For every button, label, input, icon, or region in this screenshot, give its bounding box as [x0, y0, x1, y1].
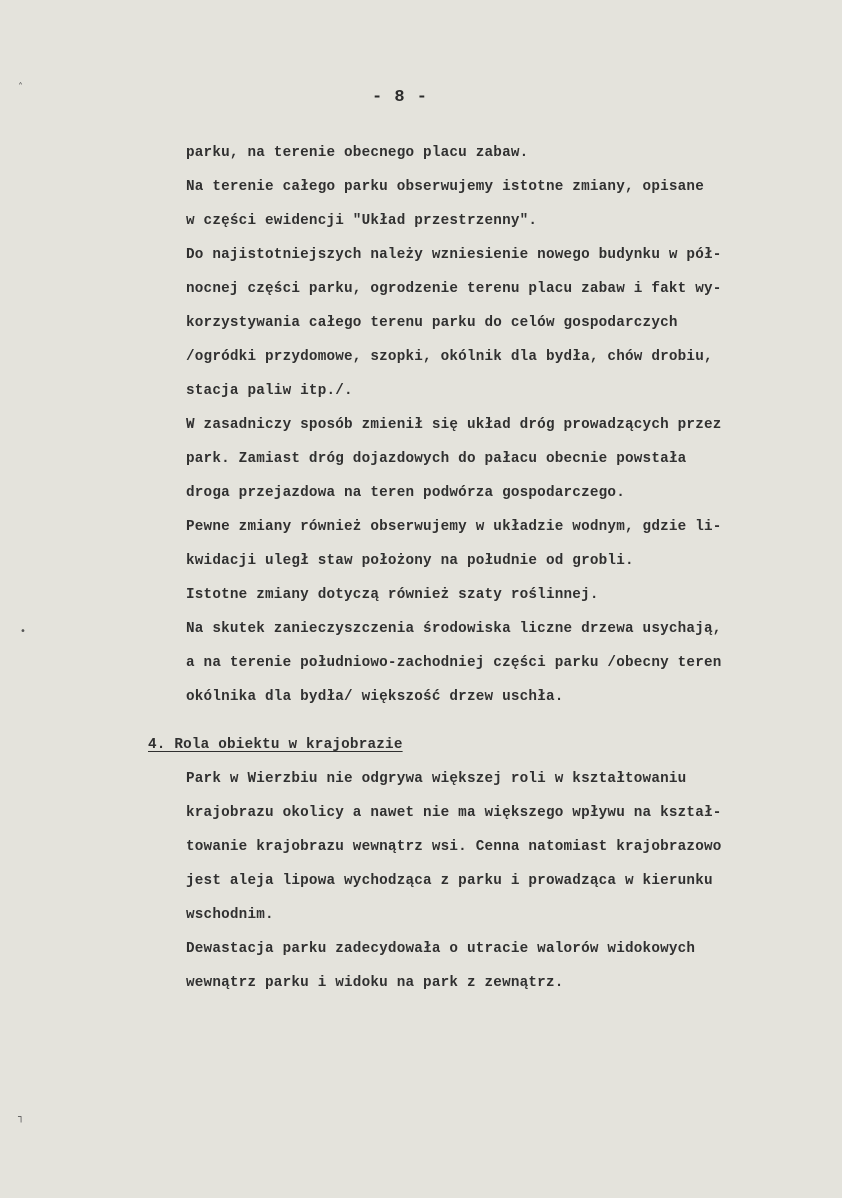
- text-line: w części ewidencji "Układ przestrzenny".: [186, 213, 538, 229]
- text-line: Park w Wierzbiu nie odgrywa większej roli w kształtowaniu: [186, 771, 687, 787]
- text-line: Istotne zmiany dotyczą również szaty roślinnej.: [186, 587, 599, 603]
- page-number: - 8 -: [371, 88, 428, 107]
- text-line: W zasadniczy sposób zmienił się układ dróg prowadzących przez: [186, 417, 722, 433]
- text-line: parku, na terenie obecnego placu zabaw.: [186, 145, 529, 161]
- punch-mark-bottom: ┐: [18, 1112, 25, 1123]
- text-line: jest aleja lipowa wychodząca z parku i prowadząca w kierunku: [186, 873, 713, 889]
- text-line: Do najistotniejszych należy wzniesienie nowego budynku w pół-: [186, 247, 722, 263]
- section-heading: 4. Rola obiektu w krajobrazie: [148, 737, 403, 753]
- text-line: korzystywania całego terenu parku do celów gospodarczych: [186, 315, 678, 331]
- text-line: Na terenie całego parku obserwujemy istotne zmiany, opisane: [186, 179, 704, 195]
- punch-mark-top: ˄: [18, 82, 23, 93]
- text-line: nocnej części parku, ogrodzenie terenu placu zabaw i fakt wy-: [186, 281, 722, 297]
- text-line: Pewne zmiany również obserwujemy w układzie wodnym, gdzie li-: [186, 519, 722, 535]
- text-line: Dewastacja parku zadecydowała o utracie walorów widokowych: [186, 941, 696, 957]
- text-line: droga przejazdowa na teren podwórza gospodarczego.: [186, 485, 625, 501]
- punch-mark-middle: •: [20, 626, 26, 637]
- text-line: wewnątrz parku i widoku na park z zewnątrz.: [186, 975, 564, 991]
- text-line: Na skutek zanieczyszczenia środowiska liczne drzewa usychają,: [186, 621, 722, 637]
- text-line: okólnika dla bydła/ większość drzew uschła.: [186, 689, 564, 705]
- text-line: stacja paliw itp./.: [186, 383, 353, 399]
- text-line: /ogródki przydomowe, szopki, okólnik dla bydła, chów drobiu,: [186, 349, 713, 365]
- text-line: krajobrazu okolicy a nawet nie ma większego wpływu na kształ-: [186, 805, 722, 821]
- text-line: a na terenie południowo-zachodniej części parku /obecny teren: [186, 655, 722, 671]
- text-line: wschodnim.: [186, 907, 274, 923]
- text-line: kwidacji uległ staw położony na południe od grobli.: [186, 553, 634, 569]
- text-line: towanie krajobrazu wewnątrz wsi. Cenna natomiast krajobrazowo: [186, 839, 722, 855]
- text-line: park. Zamiast dróg dojazdowych do pałacu obecnie powstała: [186, 451, 687, 467]
